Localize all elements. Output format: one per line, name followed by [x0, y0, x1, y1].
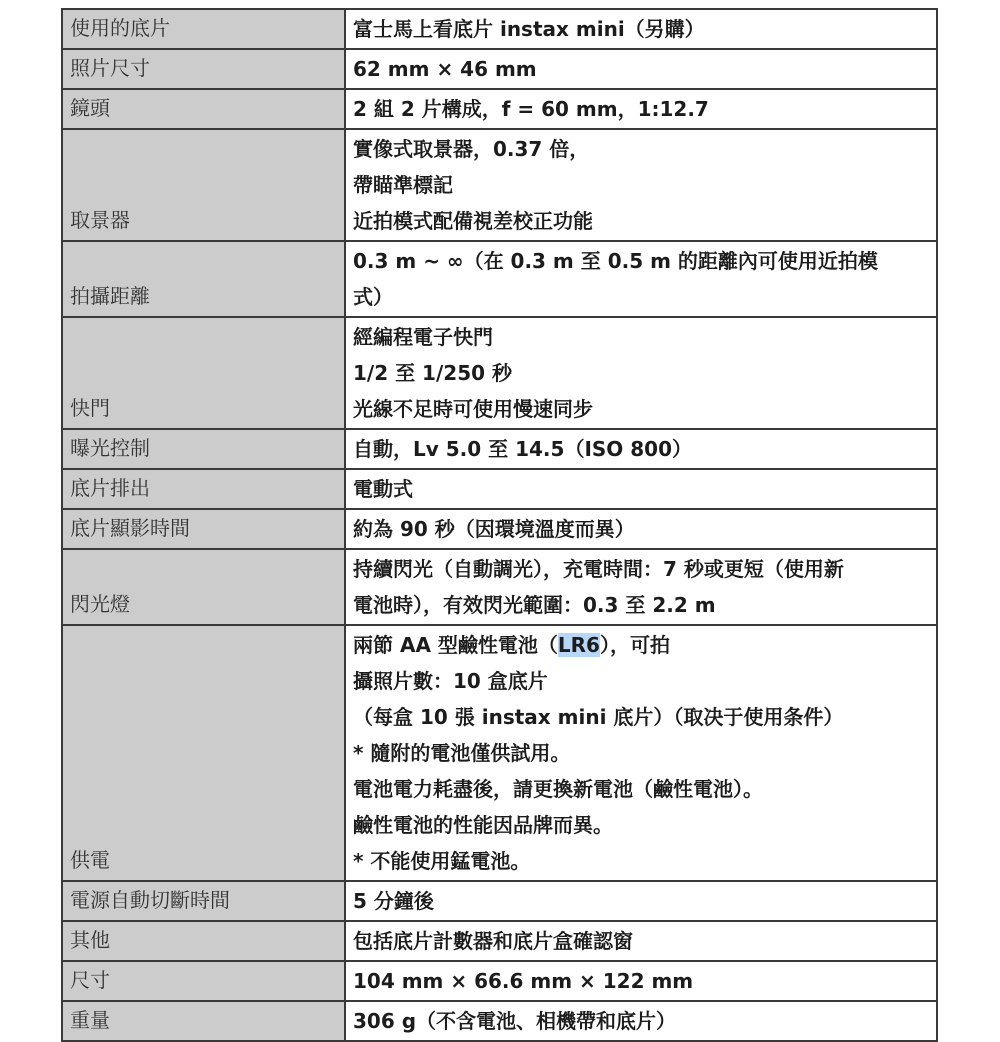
- spec-label: 重量: [62, 1001, 345, 1041]
- spec-value-line: 62 mm × 46 mm: [353, 57, 537, 81]
- spec-value-line: [353, 627, 936, 663]
- spec-row-dimensions: [62, 961, 937, 1001]
- spec-row-lens: [62, 89, 937, 129]
- spec-value: [345, 921, 937, 961]
- spec-value-line: 電池電力耗盡後，請更換新電池（鹼性電池）。: [353, 777, 763, 801]
- spec-value-line: 持續閃光（自動調光），充電時間：7 秒或更短（使用新: [353, 557, 844, 581]
- spec-value-line: 近拍模式配備視差校正功能: [353, 209, 593, 233]
- spec-value: [345, 429, 937, 469]
- spec-label: 拍攝距離: [62, 241, 345, 317]
- spec-value-line: * 隨附的電池僅供試用。: [353, 741, 571, 765]
- spec-value-line: 104 mm × 66.6 mm × 122 mm: [353, 969, 694, 993]
- spec-value: [345, 9, 937, 49]
- spec-value-line: 2 組 2 片構成，f = 60 mm，1:12.7: [353, 97, 709, 121]
- spec-label: 照片尺寸: [62, 49, 345, 89]
- spec-row-exposure-control: [62, 429, 937, 469]
- spec-value: [345, 129, 937, 241]
- spec-label: 電源自動切斷時間: [62, 881, 345, 921]
- spec-value: [345, 549, 937, 625]
- spec-value-line: 鹼性電池的性能因品牌而異。: [353, 813, 613, 837]
- spec-value: [345, 1001, 937, 1041]
- text-before-selection: 兩節 AA 型鹼性電池（: [353, 633, 558, 657]
- spec-value-line: 1/2 至 1/250 秒: [353, 361, 512, 385]
- spec-value-line: 0.3 m ~ ∞（在 0.3 m 至 0.5 m 的距離內可使用近拍模: [353, 249, 878, 273]
- spec-value-line: 式）: [353, 285, 393, 309]
- spec-value: [345, 317, 937, 429]
- spec-label: 取景器: [62, 129, 345, 241]
- spec-row-others: [62, 921, 937, 961]
- spec-row-photo-size: [62, 49, 937, 89]
- spec-value-line: 光線不足時可使用慢速同步: [353, 397, 593, 421]
- spec-value-line: 經編程電子快門: [353, 325, 493, 349]
- spec-label: 快門: [62, 317, 345, 429]
- spec-label: 底片排出: [62, 469, 345, 509]
- spec-label: 其他: [62, 921, 345, 961]
- spec-value: [345, 241, 937, 317]
- spec-value-line: 約為 90 秒（因環境溫度而異）: [353, 517, 635, 541]
- spec-value: [345, 961, 937, 1001]
- spec-value-line: 包括底片計數器和底片盒確認窗: [353, 929, 633, 953]
- spec-row-weight: [62, 1001, 937, 1041]
- spec-value-line: 攝照片數：10 盒底片: [353, 669, 548, 693]
- spec-label: 使用的底片: [62, 9, 345, 49]
- spec-row-film-ejection: [62, 469, 937, 509]
- spec-label: 底片顯影時間: [62, 509, 345, 549]
- spec-value-line: （每盒 10 張 instax mini 底片）（取决于使用条件）: [353, 705, 844, 729]
- spec-row-developing-time: [62, 509, 937, 549]
- spec-row-flash: [62, 549, 937, 625]
- spec-row-power-supply: [62, 625, 937, 881]
- spec-value: [345, 469, 937, 509]
- spec-row-shooting-range: [62, 241, 937, 317]
- spec-value: [345, 625, 937, 881]
- spec-label: 鏡頭: [62, 89, 345, 129]
- spec-label: 閃光燈: [62, 549, 345, 625]
- spec-row-auto-power-off: [62, 881, 937, 921]
- text-after-selection: ），可拍: [599, 633, 670, 657]
- selected-text-highlight[interactable]: LR6: [557, 633, 600, 657]
- spec-value-line: 帶瞄準標記: [353, 173, 453, 197]
- spec-value-line: 306 g（不含電池、相機帶和底片）: [353, 1009, 677, 1033]
- spec-row-shutter: [62, 317, 937, 429]
- spec-value-line: 實像式取景器，0.37 倍，: [353, 137, 590, 161]
- spec-value: [345, 89, 937, 129]
- spec-table: [61, 8, 938, 1042]
- spec-value-line: 富士馬上看底片 instax mini（另購）: [353, 17, 705, 41]
- spec-value: [345, 509, 937, 549]
- spec-value-line: 電池時），有效閃光範圍：0.3 至 2.2 m: [353, 593, 716, 617]
- spec-value: [345, 49, 937, 89]
- spec-row-film: [62, 9, 937, 49]
- spec-row-viewfinder: [62, 129, 937, 241]
- spec-value: [345, 881, 937, 921]
- spec-value-line: 5 分鐘後: [353, 889, 434, 913]
- spec-value-line: 自動，Lv 5.0 至 14.5（ISO 800）: [353, 437, 693, 461]
- spec-label: 曝光控制: [62, 429, 345, 469]
- spec-label: 供電: [62, 625, 345, 881]
- spec-value-line: * 不能使用錳電池。: [353, 849, 531, 873]
- spec-label: 尺寸: [62, 961, 345, 1001]
- spec-value-line: 電動式: [353, 477, 413, 501]
